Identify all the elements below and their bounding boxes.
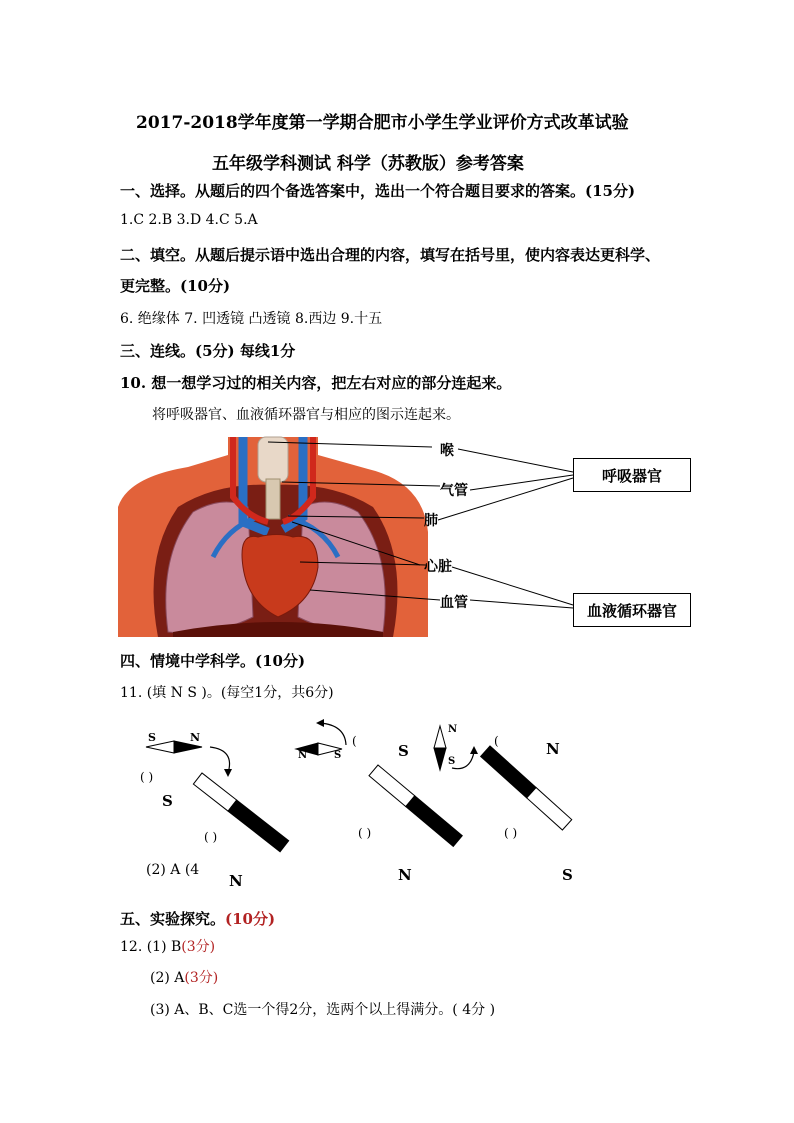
title-line1: 2017-2018学年度第一学期合肥市小学生学业评价方式改革试验 [136,113,629,133]
q12-part2-score: (3分) [184,970,219,986]
fig2-answer: S [398,742,409,760]
section2-answers: 6. 绝缘体 7. 凹透镜 凸透镜 8.西边 9.十五 [120,311,383,327]
q11-part2: (2) A (4 [146,862,200,878]
fig1-paren-bottom: ( ) [204,830,218,844]
label-throat: 喉 [440,443,454,459]
figure1-compass-magnet [140,725,300,845]
box-circulatory-organ: 血液循环器官 [573,593,691,627]
question11: 11. (填 N S )。(每空1分，共6分) [120,685,334,701]
section5-heading-score: (10分) [225,910,276,928]
label-lung: 肺 [424,513,438,529]
q12-part2 [150,967,218,987]
fig3-paren-bottom: ( ) [504,826,518,840]
fig2-paren: ( [352,734,357,748]
bottom-letter-1: N [229,872,243,890]
fig3-needle-s: S [448,756,456,767]
section5-heading [120,908,275,929]
title-line2: 五年级学科测试 科学（苏教版）参考答案 [212,154,524,174]
section2-heading-line2: 更完整。(10分) [120,277,231,295]
section2-heading-line1: 二、填空。从题后提示语中选出合理的内容，填写在括号里，使内容表达更科学、 [120,246,661,264]
fig1-paren: ( ) [140,770,154,784]
fig1-needle-n: N [190,731,201,744]
bottom-letter-3: S [562,866,573,884]
fig1-answer: S [162,792,173,810]
section3-heading: 三、连线。(5分) 每线1分 [120,342,296,360]
section5-heading-text: 五、实验探究。 [120,910,226,928]
q12-part1 [120,936,215,956]
section1-heading: 一、选择。从题后的四个备选答案中，选出一个符合题目要求的答案。(15分) [120,182,636,200]
fig3-answer: N [546,740,560,758]
q12-part1-score: (3分) [181,939,216,955]
fig2-needle-n: N [298,750,308,761]
q12-part2-text: (2) A [150,970,185,986]
label-vessel: 血管 [440,595,468,611]
section1-answers: 1.C 2.B 3.D 4.C 5.A [120,212,258,228]
label-heart: 心脏 [424,559,452,575]
section4-heading: 四、情境中学科学。(10分) [120,652,306,670]
label-trachea: 气管 [440,483,468,499]
q12-part3: (3) A、B、C选一个得2分，选两个以上得满分。( 4分 ) [150,1002,496,1018]
q12-part1-text: 12. (1) B [120,939,182,955]
fig2-paren-bottom: ( ) [358,826,372,840]
question10: 10. 想一想学习过的相关内容，把左右对应的部分连起来。 [120,374,512,392]
fig3-paren: ( [494,734,499,748]
fig1-needle-s: S [148,731,156,744]
box-respiratory-organ: 呼吸器官 [573,458,691,492]
bottom-letter-2: N [398,866,412,884]
fig2-needle-s: S [334,750,342,761]
question10-sub: 将呼吸器官、血液循环器官与相应的图示连起来。 [152,407,460,423]
fig3-needle-n: N [448,724,458,735]
